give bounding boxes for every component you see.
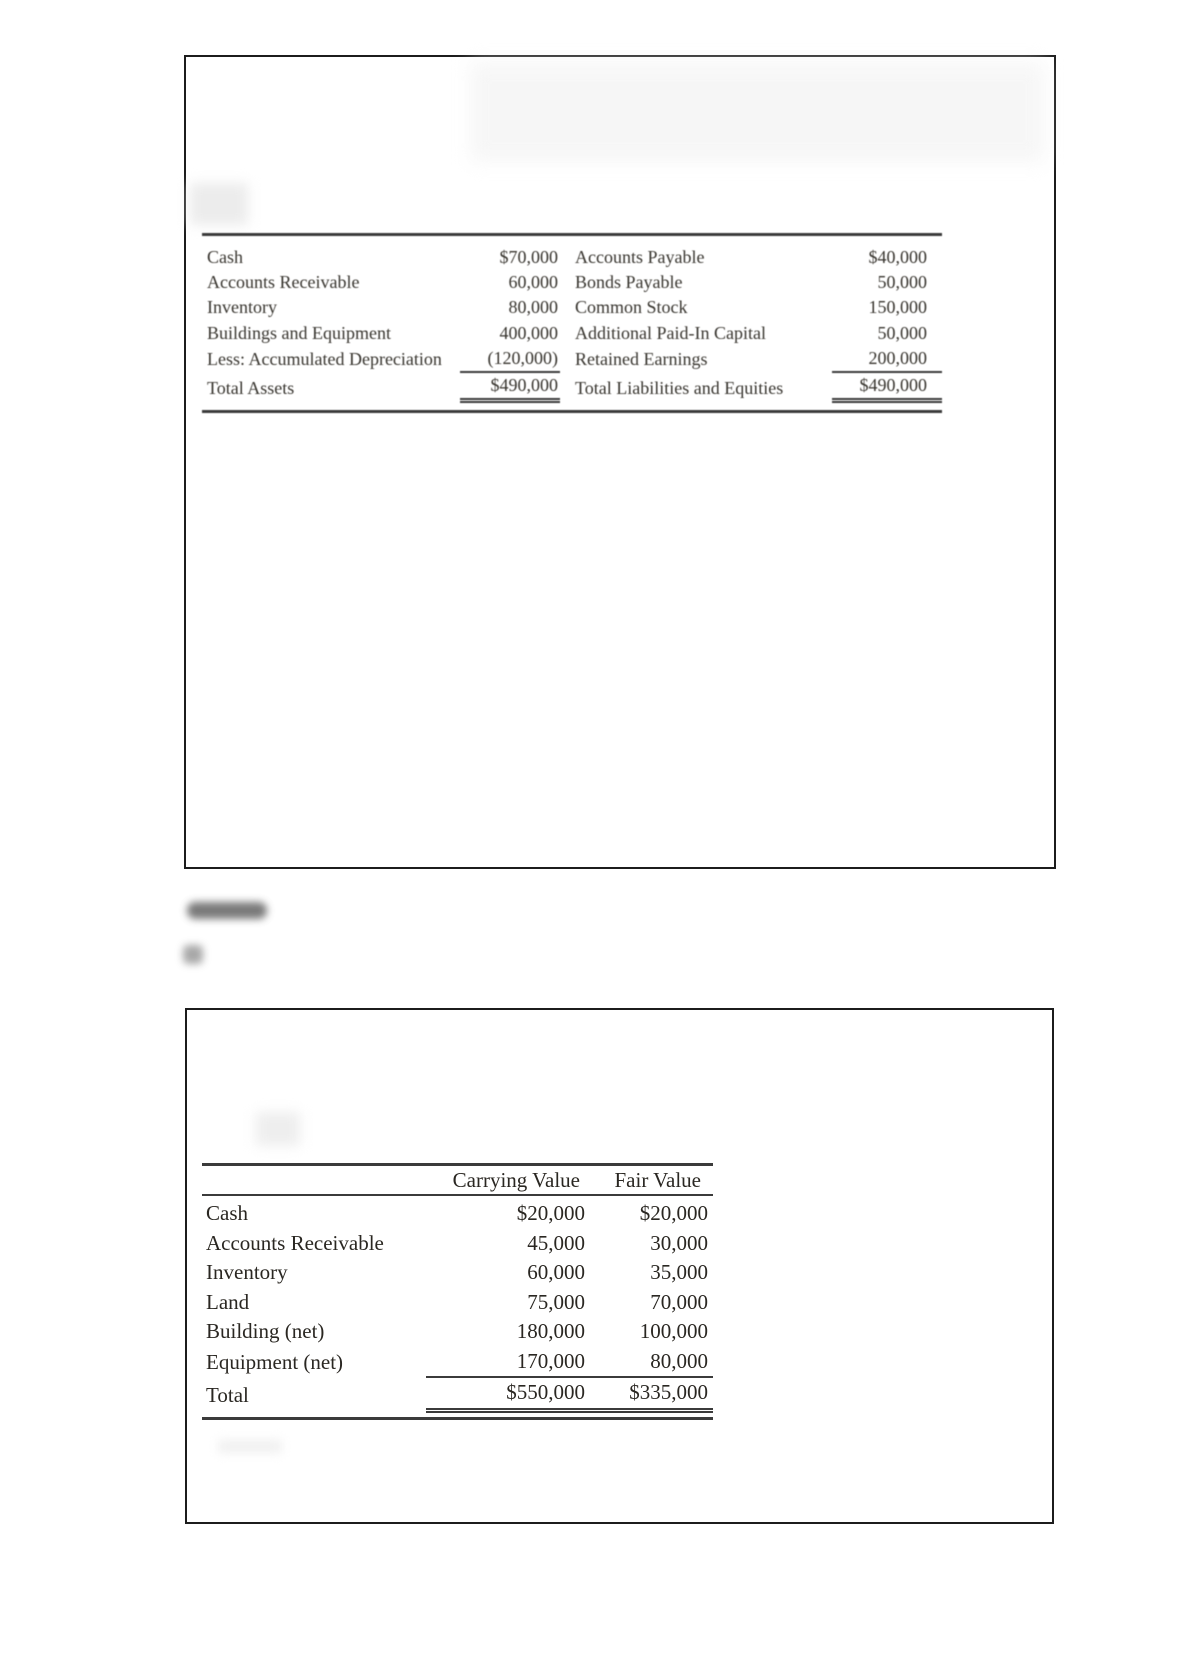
account-amount: 400,000 bbox=[499, 322, 558, 343]
asset-label: Inventory bbox=[206, 1260, 288, 1284]
account-amount: 80,000 bbox=[508, 297, 558, 318]
account-label: Common Stock bbox=[575, 297, 688, 318]
valuation-row bbox=[202, 1288, 713, 1318]
account-amount: $490,000 bbox=[460, 372, 560, 401]
account-amount: (120,000) bbox=[460, 346, 560, 372]
account-label: Cash bbox=[207, 247, 243, 267]
account-label: Bonds Payable bbox=[575, 272, 683, 293]
account-label: Buildings and Equipment bbox=[207, 322, 391, 343]
table-bottom-rule bbox=[202, 1417, 713, 1420]
account-label: Inventory bbox=[207, 297, 277, 318]
account-amount: 150,000 bbox=[868, 297, 927, 318]
valuation-header-row bbox=[202, 1166, 713, 1195]
account-label: Total Liabilities and Equities bbox=[575, 377, 784, 398]
asset-label: Accounts Receivable bbox=[206, 1230, 384, 1255]
balance-sheet-row bbox=[202, 321, 942, 346]
account-label: Additional Paid-In Capital bbox=[575, 322, 766, 343]
table-bottom-rule bbox=[202, 410, 942, 413]
carrying-amount: $550,000 bbox=[426, 1377, 590, 1410]
balance-sheet-table bbox=[202, 233, 942, 413]
account-label: Total Assets bbox=[207, 377, 295, 398]
fair-amount: $335,000 bbox=[590, 1377, 713, 1410]
account-amount: 200,000 bbox=[832, 346, 942, 372]
slide-frame-1 bbox=[184, 55, 1056, 869]
account-label: Less: Accumulated Depreciation bbox=[207, 348, 442, 369]
asset-label: Building (net) bbox=[206, 1319, 325, 1343]
balance-sheet-row bbox=[202, 245, 942, 270]
asset-label: Total bbox=[206, 1382, 249, 1407]
carrying-amount: $20,000 bbox=[516, 1201, 585, 1225]
valuation-row bbox=[202, 1195, 713, 1229]
account-amount: 60,000 bbox=[508, 272, 558, 293]
carrying-amount: 180,000 bbox=[516, 1319, 585, 1343]
carrying-fair-value-table bbox=[202, 1163, 713, 1420]
valuation-row bbox=[202, 1229, 713, 1259]
balance-sheet-total-row bbox=[202, 372, 942, 401]
account-label: Retained Earnings bbox=[575, 348, 708, 369]
blank-header-cell bbox=[202, 1166, 426, 1195]
carrying-amount: 75,000 bbox=[527, 1289, 585, 1314]
fair-amount: $20,000 bbox=[639, 1201, 708, 1225]
blurred-mark bbox=[183, 945, 203, 964]
balance-sheet-row bbox=[202, 270, 942, 295]
table-top-rule bbox=[202, 233, 942, 236]
valuation-row bbox=[202, 1258, 713, 1288]
asset-label: Equipment (net) bbox=[206, 1349, 344, 1374]
carrying-value-header: Carrying Value bbox=[426, 1166, 590, 1195]
valuation-row bbox=[202, 1347, 713, 1378]
account-amount: 50,000 bbox=[877, 322, 927, 343]
account-amount: $490,000 bbox=[832, 372, 942, 401]
carrying-amount: 45,000 bbox=[527, 1230, 585, 1255]
asset-label: Cash bbox=[206, 1201, 248, 1225]
valuation-total-row bbox=[202, 1377, 713, 1410]
balance-sheet-row bbox=[202, 346, 942, 372]
blurred-word bbox=[187, 902, 267, 919]
carrying-amount: 60,000 bbox=[527, 1260, 585, 1284]
fair-value-header: Fair Value bbox=[590, 1166, 713, 1195]
fair-amount: 70,000 bbox=[650, 1289, 708, 1314]
account-amount: $40,000 bbox=[868, 247, 927, 267]
balance-sheet-row bbox=[202, 295, 942, 320]
account-label: Accounts Payable bbox=[575, 247, 705, 267]
account-amount: $70,000 bbox=[499, 247, 558, 267]
carrying-amount: 170,000 bbox=[426, 1347, 590, 1378]
fair-amount: 30,000 bbox=[650, 1230, 708, 1255]
account-label: Accounts Receivable bbox=[207, 272, 360, 293]
valuation-row bbox=[202, 1317, 713, 1347]
fair-amount: 80,000 bbox=[590, 1347, 713, 1378]
fair-amount: 100,000 bbox=[639, 1319, 708, 1343]
asset-label: Land bbox=[206, 1289, 250, 1314]
account-amount: 50,000 bbox=[877, 272, 927, 293]
fair-amount: 35,000 bbox=[650, 1260, 708, 1284]
